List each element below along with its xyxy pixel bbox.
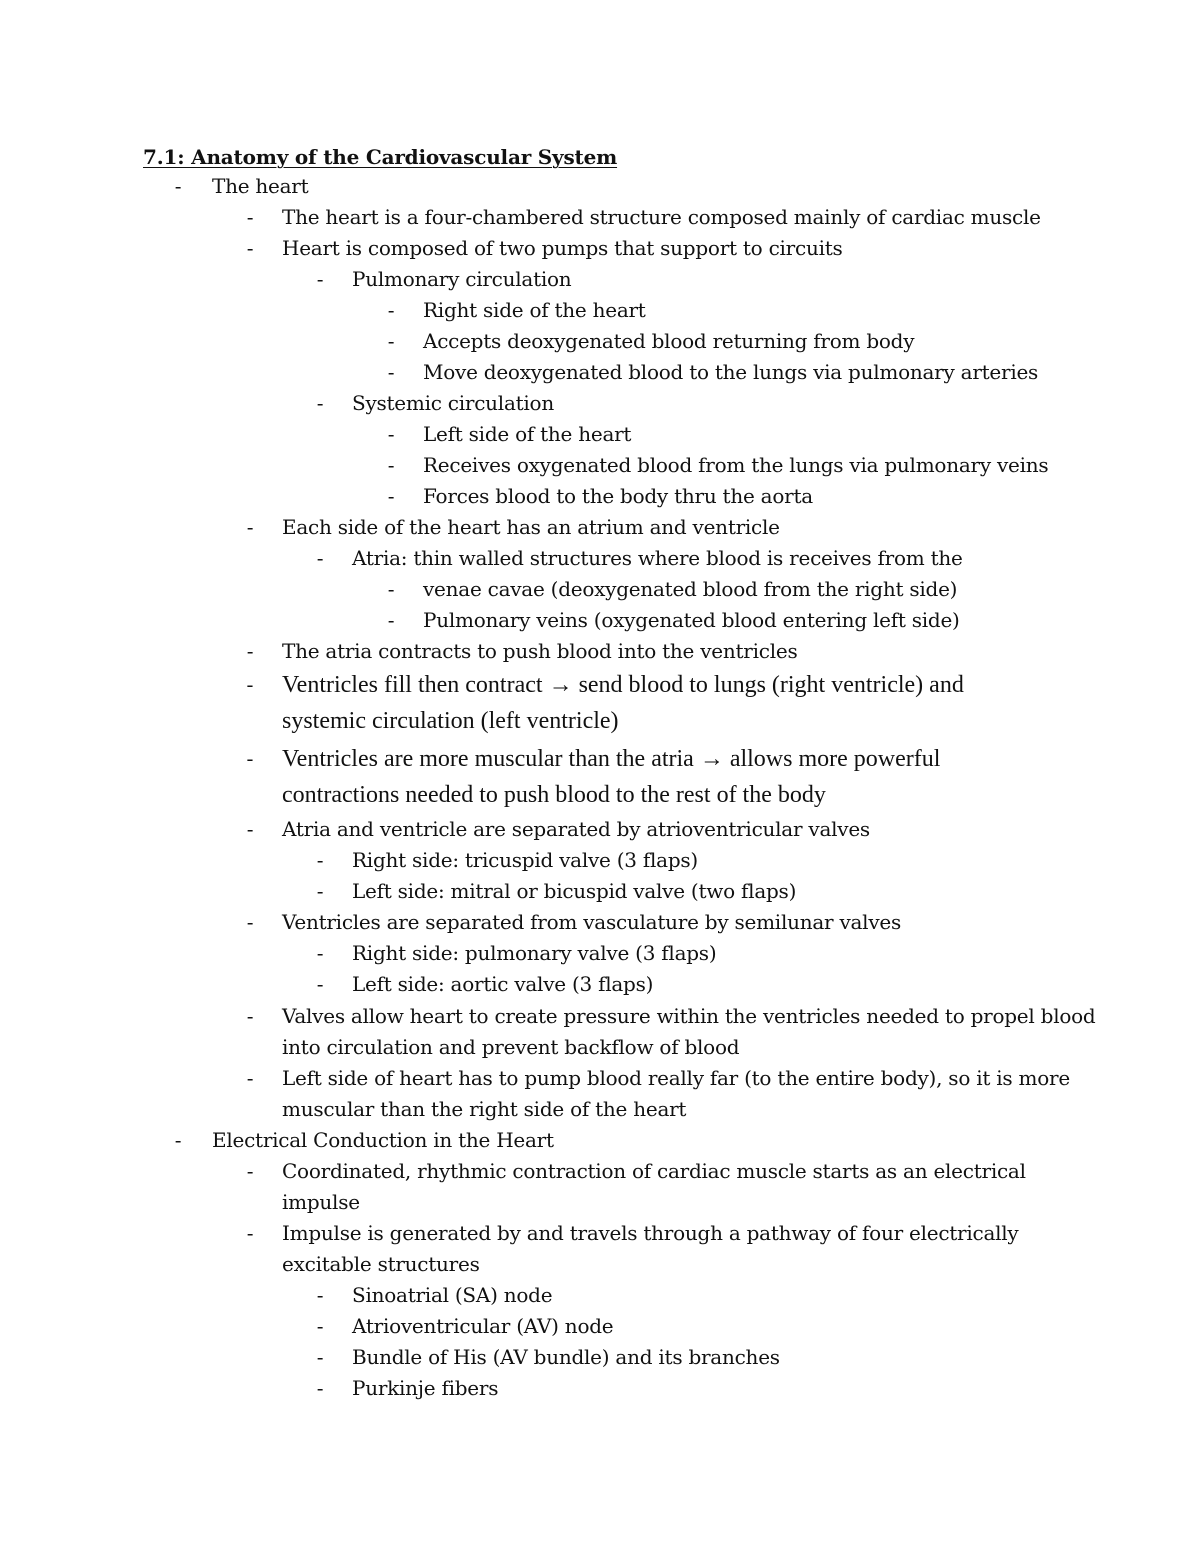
bullet-dash: - xyxy=(246,817,254,841)
bullet-dash: - xyxy=(246,1221,254,1245)
list-item-text: Impulse is generated by and travels through a pathway of four electrically xyxy=(282,1221,1019,1245)
bullet-dash: - xyxy=(246,1159,254,1183)
bullet-dash: - xyxy=(246,205,254,229)
list-item-text: Coordinated, rhythmic contraction of cardiac muscle starts as an electrical xyxy=(282,1159,1026,1183)
bullet-dash: - xyxy=(387,360,395,384)
list-item-text: Atrioventricular (AV) node xyxy=(352,1314,614,1338)
bullet-dash: - xyxy=(316,1376,324,1400)
list-item-text: venae cavae (deoxygenated blood from the right side) xyxy=(423,577,958,601)
bullet-dash: - xyxy=(246,748,254,770)
bullet-dash: - xyxy=(387,298,395,322)
bullet-dash: - xyxy=(246,236,254,260)
list-item-text: Valves allow heart to create pressure within the ventricles needed to propel blood xyxy=(282,1004,1096,1028)
list-item-text: Left side of the heart xyxy=(423,422,632,446)
list-item-text: Left side of heart has to pump blood really far (to the entire body), so it is more xyxy=(282,1066,1070,1090)
list-item-text: into circulation and prevent backflow of blood xyxy=(282,1035,740,1059)
list-item-text: Each side of the heart has an atrium and ventricle xyxy=(282,515,780,539)
bullet-dash: - xyxy=(174,174,182,198)
list-item-text: Electrical Conduction in the Heart xyxy=(212,1128,554,1152)
bullet-dash: - xyxy=(316,879,324,903)
list-item-text: Right side of the heart xyxy=(423,298,646,322)
list-item-text: Heart is composed of two pumps that support to circuits xyxy=(282,236,843,260)
list-item-text: impulse xyxy=(282,1190,360,1214)
bullet-dash: - xyxy=(387,608,395,632)
bullet-dash: - xyxy=(246,910,254,934)
list-item-text: Pulmonary veins (oxygenated blood entering left side) xyxy=(423,608,960,632)
bullet-dash: - xyxy=(387,577,395,601)
bullet-dash: - xyxy=(387,484,395,508)
list-item-text: Systemic circulation xyxy=(352,391,554,415)
list-item-text: contractions needed to push blood to the rest of the body xyxy=(282,782,826,808)
bullet-dash: - xyxy=(174,1128,182,1152)
list-item-text: Receives oxygenated blood from the lungs via pulmonary veins xyxy=(423,453,1049,477)
list-item-text: excitable structures xyxy=(282,1252,480,1276)
bullet-dash: - xyxy=(316,972,324,996)
list-item-text: Ventricles are separated from vasculature by semilunar valves xyxy=(282,910,901,934)
bullet-dash: - xyxy=(246,1004,254,1028)
bullet-dash: - xyxy=(246,515,254,539)
bullet-dash: - xyxy=(246,639,254,663)
list-item-text: The heart xyxy=(212,174,309,198)
bullet-dash: - xyxy=(246,1066,254,1090)
list-item-text: Purkinje fibers xyxy=(352,1376,499,1400)
bullet-dash: - xyxy=(316,546,324,570)
list-item-text: Left side: mitral or bicuspid valve (two flaps) xyxy=(352,879,797,903)
bullet-dash: - xyxy=(246,674,254,696)
bullet-dash: - xyxy=(316,1345,324,1369)
list-item-text: Bundle of His (AV bundle) and its branches xyxy=(352,1345,780,1369)
document-title: 7.1: Anatomy of the Cardiovascular System xyxy=(143,145,618,169)
list-item-text: muscular than the right side of the heart xyxy=(282,1097,687,1121)
bullet-dash: - xyxy=(316,1283,324,1307)
bullet-dash: - xyxy=(387,422,395,446)
bullet-dash: - xyxy=(316,941,324,965)
list-item-text: Accepts deoxygenated blood returning from body xyxy=(423,329,915,353)
bullet-dash: - xyxy=(387,329,395,353)
list-item-text: Pulmonary circulation xyxy=(352,267,572,291)
list-item-text: Move deoxygenated blood to the lungs via pulmonary arteries xyxy=(423,360,1039,384)
bullet-dash: - xyxy=(316,848,324,872)
bullet-dash: - xyxy=(316,1314,324,1338)
list-item-text: Atria and ventricle are separated by atrioventricular valves xyxy=(282,817,870,841)
list-item-text: The atria contracts to push blood into the ventricles xyxy=(282,639,798,663)
list-item-text: Atria: thin walled structures where blood is receives from the xyxy=(352,546,963,570)
list-item-text: Left side: aortic valve (3 flaps) xyxy=(352,972,654,996)
bullet-dash: - xyxy=(316,267,324,291)
list-item-text: Ventricles fill then contract → send blood to lungs (right ventricle) and xyxy=(282,672,964,698)
list-item-text: Sinoatrial (SA) node xyxy=(352,1283,553,1307)
list-item-text: Forces blood to the body thru the aorta xyxy=(423,484,813,508)
list-item-text: The heart is a four-chambered structure composed mainly of cardiac muscle xyxy=(282,205,1041,229)
bullet-dash: - xyxy=(387,453,395,477)
bullet-dash: - xyxy=(316,391,324,415)
list-item-text: Right side: tricuspid valve (3 flaps) xyxy=(352,848,698,872)
list-item-text: systemic circulation (left ventricle) xyxy=(282,708,619,734)
list-item-text: Ventricles are more muscular than the atria → allows more powerful xyxy=(282,746,941,772)
list-item-text: Right side: pulmonary valve (3 flaps) xyxy=(352,941,717,965)
